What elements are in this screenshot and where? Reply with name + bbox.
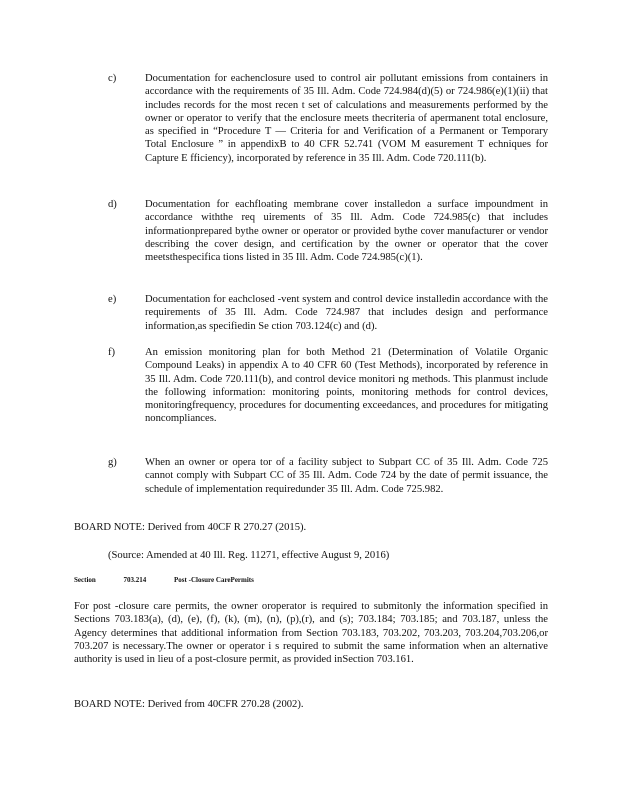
- list-item-text: When an owner or opera tor of a facility subject to Subpart CC of 35 Ill. Adm. Code 725 cannot comply with Subpart CC of 35 Ill. Adm. Code 724 by the date of permit issuance, the schedule of implementation requiredunder 35 Ill. Adm. Code 725.982.: [145, 457, 548, 495]
- list-item-text: An emission monitoring plan for both Method 21 (Determination of Volatile Organic Compound Leaks) in appendix A to 40 CFR 60 (Test Methods), incorporated by reference in 35 Ill. Adm. Code 720.111(b), and control device monitori ng methods. This planmust include the following information: monitoring points, monitoring methods for control devices, monitoringfrequency, procedures for documenting exceedances, and procedures for mitigating noncompliances.: [145, 347, 548, 425]
- list-item-text: Documentation for eachenclosure used to control air pollutant emissions from containers in accordance with the requirements of 35 Ill. Adm. Code 724.984(d)(5) or 724.986(e)(1)(ii) that includes records for the most recen t set of calculations and measurements performed by the owner or operator to verify that the enclosure meets thecriteria of apermanent total enclosure, as specified in “Procedure T — Criteria for and Verification of a Permanent or Temporary Total Enclosure ” in appendixB to 40 CFR 52.741 (VOM M easurement T echniques for Capture E fficiency), incorporated by reference in 35 Ill. Adm. Code 720.111(b).: [145, 73, 548, 164]
- list-item-text: Documentation for eachfloating membrane cover installedon a surface impoundment in accordance withthe req uirements of 35 Ill. Adm. Code 724.985(c) that includes informationprepared bythe owner or operator or provided bythe cover manufacturer or vendor describing the cover design, and certification by the owner or operator that the cover meetsthespecifica tions listed in 35 Ill. Adm. Code 724.985(c)(1).: [145, 199, 548, 264]
- list-marker: d): [108, 199, 117, 210]
- section-heading: [74, 576, 280, 584]
- list-item-f: [108, 346, 548, 426]
- list-item-g: [108, 456, 548, 496]
- list-item-c: [108, 72, 548, 165]
- section-title: Post -Closure CarePermits: [174, 576, 254, 584]
- list-marker: e): [108, 294, 117, 305]
- section-number: 703.214: [123, 576, 147, 584]
- board-note: BOARD NOTE: Derived from 40CFR 270.28 (2002).: [74, 699, 304, 710]
- list-item-d: [108, 198, 548, 264]
- list-marker: f): [108, 347, 116, 358]
- list-item-text: Documentation for eachclosed -vent system and control device installedin accordance with the requirements of 35 Ill. Adm. Code 724.987 that includes design and performance information,as specifiedin Se ction 703.124(c) and (d).: [145, 294, 548, 332]
- list-marker: c): [108, 73, 117, 84]
- section-body: For post -closure care permits, the owner oroperator is required to submitonly the information specified in Sections 703.183(a), (d), (e), (f), (k), (m), (n), (p),(r), and (s); 703.184; 703.185; and 703.187, unless the Agency determines that additional information from Section 703.183, 703.202, 703.203, 703.204,703.206,or 703.207 is necessary.The owner or operator i s required to submit the same information when an alternative authority is used in lieu of a post-closure permit, as provided inSection 703.161.: [74, 601, 548, 666]
- source-note: (Source: Amended at 40 Ill. Reg. 11271, effective August 9, 2016): [108, 550, 390, 561]
- list-marker: g): [108, 457, 117, 468]
- list-item-e: [108, 293, 548, 333]
- section-label: Section: [74, 576, 96, 584]
- board-note: BOARD NOTE: Derived from 40CF R 270.27 (2015).: [74, 522, 307, 533]
